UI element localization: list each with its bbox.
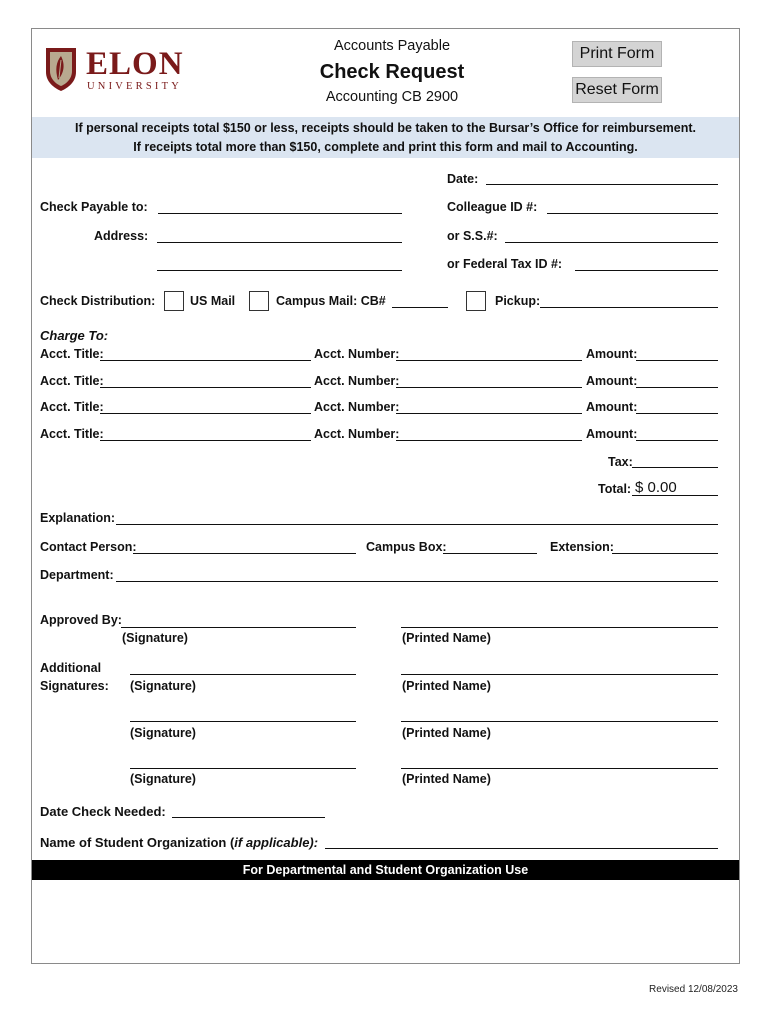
reset-form-button[interactable]: Reset Form	[572, 77, 662, 103]
additional-signature-field[interactable]	[130, 674, 356, 675]
tax-field[interactable]	[632, 467, 718, 468]
logo-wordmark: ELON	[86, 46, 184, 82]
date-field[interactable]	[486, 184, 718, 185]
acct-title-field[interactable]	[100, 360, 311, 361]
acct-number-label: Acct. Number:	[314, 400, 400, 414]
additional-printed-name-field[interactable]	[401, 674, 718, 675]
page-subtitle: Accounting CB 2900	[325, 89, 459, 105]
explanation-field[interactable]	[116, 524, 718, 525]
notice-banner	[32, 117, 739, 158]
department-name: Accounts Payable	[333, 38, 451, 54]
acct-number-field[interactable]	[396, 360, 582, 361]
printed-name-caption: (Printed Name)	[402, 679, 491, 693]
charge-to-heading: Charge To:	[40, 328, 109, 343]
additional-signature-field[interactable]	[130, 721, 356, 722]
acct-title-label: Acct. Title:	[40, 427, 104, 441]
acct-number-label: Acct. Number:	[314, 427, 400, 441]
us-mail-label: US Mail	[190, 294, 236, 308]
date-check-needed-field[interactable]	[172, 817, 325, 818]
acct-title-field[interactable]	[100, 413, 311, 414]
signature-caption: (Signature)	[130, 726, 196, 740]
amount-field[interactable]	[636, 413, 718, 414]
total-value: $ 0.00	[635, 479, 677, 496]
check-payable-field[interactable]	[158, 213, 402, 214]
acct-number-label: Acct. Number:	[314, 347, 400, 361]
check-distribution-label: Check Distribution:	[40, 294, 156, 308]
printed-name-caption: (Printed Name)	[402, 772, 491, 786]
extension-field[interactable]	[612, 553, 718, 554]
colleague-id-label: Colleague ID #:	[447, 200, 538, 214]
amount-label: Amount:	[586, 400, 638, 414]
acct-title-label: Acct. Title:	[40, 400, 104, 414]
department-label: Department:	[40, 568, 114, 582]
additional-printed-name-field[interactable]	[401, 768, 718, 769]
us-mail-checkbox[interactable]	[164, 291, 184, 311]
campus-box-field[interactable]	[443, 553, 537, 554]
amount-field[interactable]	[636, 360, 718, 361]
acct-title-field[interactable]	[100, 387, 311, 388]
form-frame	[31, 28, 740, 964]
additional-signature-field[interactable]	[130, 768, 356, 769]
logo-subtitle: UNIVERSITY	[87, 81, 182, 92]
signature-caption: (Signature)	[130, 772, 196, 786]
acct-number-label: Acct. Number:	[314, 374, 400, 388]
amount-field[interactable]	[636, 440, 718, 441]
campus-mail-checkbox[interactable]	[249, 291, 269, 311]
federal-tax-id-label: or Federal Tax ID #:	[447, 257, 563, 271]
acct-number-field[interactable]	[396, 413, 582, 414]
federal-tax-id-field[interactable]	[575, 270, 718, 271]
approved-signature-field[interactable]	[121, 627, 356, 628]
pickup-field[interactable]	[540, 307, 718, 308]
ssn-field[interactable]	[505, 242, 718, 243]
tax-label: Tax:	[608, 455, 633, 469]
pickup-checkbox[interactable]	[466, 291, 486, 311]
notice-line-1: If personal receipts total $150 or less, receipts should be taken to the Bursar’s Office for reimbursement.	[74, 121, 697, 135]
approved-by-label: Approved By:	[40, 613, 122, 627]
acct-title-field[interactable]	[100, 440, 311, 441]
printed-name-caption: (Printed Name)	[402, 631, 491, 645]
departmental-use-bar: For Departmental and Student Organization Use	[32, 860, 739, 880]
acct-title-label: Acct. Title:	[40, 347, 104, 361]
explanation-label: Explanation:	[40, 511, 116, 525]
additional-label: Additional	[40, 661, 102, 675]
student-org-text: Name of Student Organization (	[40, 835, 235, 850]
total-label: Total:	[598, 482, 632, 496]
colleague-id-field[interactable]	[547, 213, 718, 214]
revised-date: Revised 12/08/2023	[649, 984, 738, 995]
extension-label: Extension:	[550, 540, 614, 554]
amount-label: Amount:	[586, 427, 638, 441]
ssn-label: or S.S.#:	[447, 229, 498, 243]
amount-label: Amount:	[586, 347, 638, 361]
student-org-italic: if applicable):	[234, 835, 319, 850]
student-org-field[interactable]	[325, 848, 718, 849]
date-check-needed-label: Date Check Needed:	[40, 804, 166, 819]
amount-field[interactable]	[636, 387, 718, 388]
signatures-label: Signatures:	[40, 679, 109, 693]
approved-printed-name-field[interactable]	[401, 627, 718, 628]
student-org-label	[40, 835, 318, 850]
campus-box-label: Campus Box:	[366, 540, 447, 554]
page-title: Check Request	[319, 61, 465, 83]
notice-line-2: If receipts total more than $150, complete and print this form and mail to Accounting.	[133, 140, 638, 154]
signature-caption: (Signature)	[122, 631, 188, 645]
additional-printed-name-field[interactable]	[401, 721, 718, 722]
address-label: Address:	[94, 229, 149, 243]
shield-icon	[44, 46, 78, 92]
check-payable-label: Check Payable to:	[40, 200, 148, 214]
campus-mail-cb-field[interactable]	[392, 307, 448, 308]
acct-number-field[interactable]	[396, 440, 582, 441]
contact-person-label: Contact Person:	[40, 540, 137, 554]
printed-name-caption: (Printed Name)	[402, 726, 491, 740]
acct-title-label: Acct. Title:	[40, 374, 104, 388]
signature-caption: (Signature)	[130, 679, 196, 693]
acct-number-field[interactable]	[396, 387, 582, 388]
total-field[interactable]	[632, 495, 718, 496]
department-field[interactable]	[116, 581, 718, 582]
contact-person-field[interactable]	[133, 553, 356, 554]
elon-logo	[44, 46, 194, 94]
address-field-1[interactable]	[157, 242, 402, 243]
print-form-button[interactable]: Print Form	[572, 41, 662, 67]
date-label: Date:	[447, 172, 479, 186]
amount-label: Amount:	[586, 374, 638, 388]
campus-mail-label: Campus Mail: CB#	[276, 294, 386, 308]
address-field-2[interactable]	[157, 270, 402, 271]
pickup-label: Pickup:	[495, 294, 541, 308]
